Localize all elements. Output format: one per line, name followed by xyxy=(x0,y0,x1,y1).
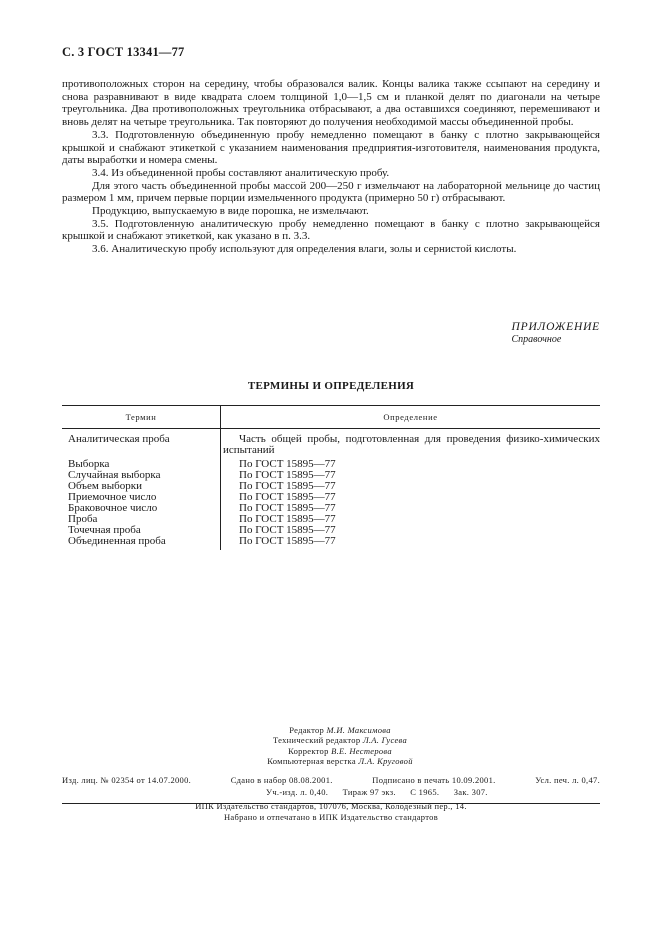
order-number: Зак. 307. xyxy=(453,787,488,797)
definition-cell: По ГОСТ 15895—77 xyxy=(239,535,336,547)
appendix-title: ПРИЛОЖЕНИЕ xyxy=(511,321,600,333)
publ-sheets: Уч.-изд. л. 0,40. xyxy=(266,787,329,797)
definition-cell: Часть общей пробы, подготовленная для проведения физико-химических испытаний xyxy=(223,433,600,456)
definition-cell: По ГОСТ 15895—77 xyxy=(239,458,336,470)
credit-tech-editor: Технический редактор Л.А. Гусева xyxy=(272,735,407,746)
paragraph-continuation: противоположных сторон на середину, чтобы образовался валик. Концы валика также ссыпают на середину и снова разравнивают в виде квадрата слоем толщиной 1,0—1,5 см и планкой делят по диагонали на четыре треугольника. Два противоположных треугольника отбрасывают, а два оставшихся соединяют, перемешивают и вновь делят на четыре треугольника. Так повторяют до получения необходимой массы объединенной пробы. xyxy=(62,78,600,129)
circulation: Тираж 97 экз. xyxy=(342,787,396,797)
column-header-definition: Определение xyxy=(221,406,601,429)
credit-layout: Компьютерная верстка Л.А. Круговой xyxy=(267,756,413,767)
print-date: Подписано в печать 10.09.2001. xyxy=(372,775,496,785)
terms-table xyxy=(62,405,600,550)
definition-cell: По ГОСТ 15895—77 xyxy=(239,469,336,481)
definition-cell: По ГОСТ 15895—77 xyxy=(239,524,336,536)
definition-cell: По ГОСТ 15895—77 xyxy=(239,491,336,503)
paragraph-3-4-detail: Для этого часть объединенной пробы массой 200—250 г измельчают на лабораторной мельнице до частиц размером 1 мм, причем первые порции измельченного продукта (примерно 50 г) отбрасывают. xyxy=(62,179,600,205)
publisher-printer: Набрано и отпечатано в ИПК Издательство стандартов xyxy=(223,812,439,822)
paragraph-3-6: 3.6. Аналитическую пробу используют для определения влаги, золы и сернистой кислоты. xyxy=(92,243,517,256)
column-header-term: Термин xyxy=(62,406,221,429)
term-cell: Точечная проба xyxy=(62,525,221,536)
term-cell: Выборка xyxy=(62,456,221,470)
term-cell: Объем выборки xyxy=(62,481,221,492)
paragraph-3-5: 3.5. Подготовленную аналитическую пробу немедленно помещают в банку с плотно закрывающейся крышкой и снабжают этикеткой, как указано в п. 3.3. xyxy=(62,217,600,243)
appendix-label xyxy=(512,321,600,345)
license-number: Изд. лиц. № 02354 от 14.07.2000. xyxy=(62,775,192,785)
term-cell: Случайная выборка xyxy=(62,470,221,481)
section-title: ТЕРМИНЫ И ОПРЕДЕЛЕНИЯ xyxy=(247,380,415,392)
terms-table-header xyxy=(62,406,600,429)
credit-proofreader: Корректор В.Е. Нестерова xyxy=(288,745,392,756)
imprint xyxy=(62,775,600,804)
body-text xyxy=(62,78,600,256)
table-row xyxy=(62,456,600,470)
page-header: С. 3 ГОСТ 13341—77 xyxy=(62,45,185,59)
definition-cell: По ГОСТ 15895—77 xyxy=(239,513,336,525)
paragraph-powder: Продукцию, выпускаемую в виде порошка, не измельчают. xyxy=(92,205,369,218)
term-cell: Приемочное число xyxy=(62,492,221,503)
imprint-row xyxy=(266,787,600,797)
term-cell: Проба xyxy=(62,514,221,525)
definition-cell: По ГОСТ 15895—77 xyxy=(239,502,336,514)
publisher xyxy=(62,801,600,823)
paragraph-3-3: 3.3. Подготовленную объединенную пробу немедленно помещают в банку с плотно закрывающейся крышкой и снабжают этикеткой с указанием наименования предприятия-изготовителя, наименования продукта, даты выработки и номера смены. xyxy=(62,128,600,167)
credits xyxy=(220,725,460,767)
imprint-row xyxy=(62,775,600,785)
appendix-subtitle: Справочное xyxy=(511,334,562,345)
term-cell: Объединенная проба xyxy=(62,536,221,550)
term-cell: Браковочное число xyxy=(62,503,221,514)
definition-cell: По ГОСТ 15895—77 xyxy=(239,480,336,492)
table-row xyxy=(62,536,600,550)
term-cell: Аналитическая проба xyxy=(62,429,221,457)
paragraph-3-4: 3.4. Из объединенной пробы составляют аналитическую пробу. xyxy=(92,166,390,179)
table-row xyxy=(62,429,600,457)
credit-editor: Редактор М.И. Максимова xyxy=(289,725,391,735)
print-sheets: Усл. печ. л. 0,47. xyxy=(535,775,600,785)
publisher-address: ИПК Издательство стандартов, 107076, Москва, Колодезный пер., 14. xyxy=(195,801,467,811)
typeset-date: Сдано в набор 08.08.2001. xyxy=(230,775,333,785)
edition-code: С 1965. xyxy=(410,787,440,797)
